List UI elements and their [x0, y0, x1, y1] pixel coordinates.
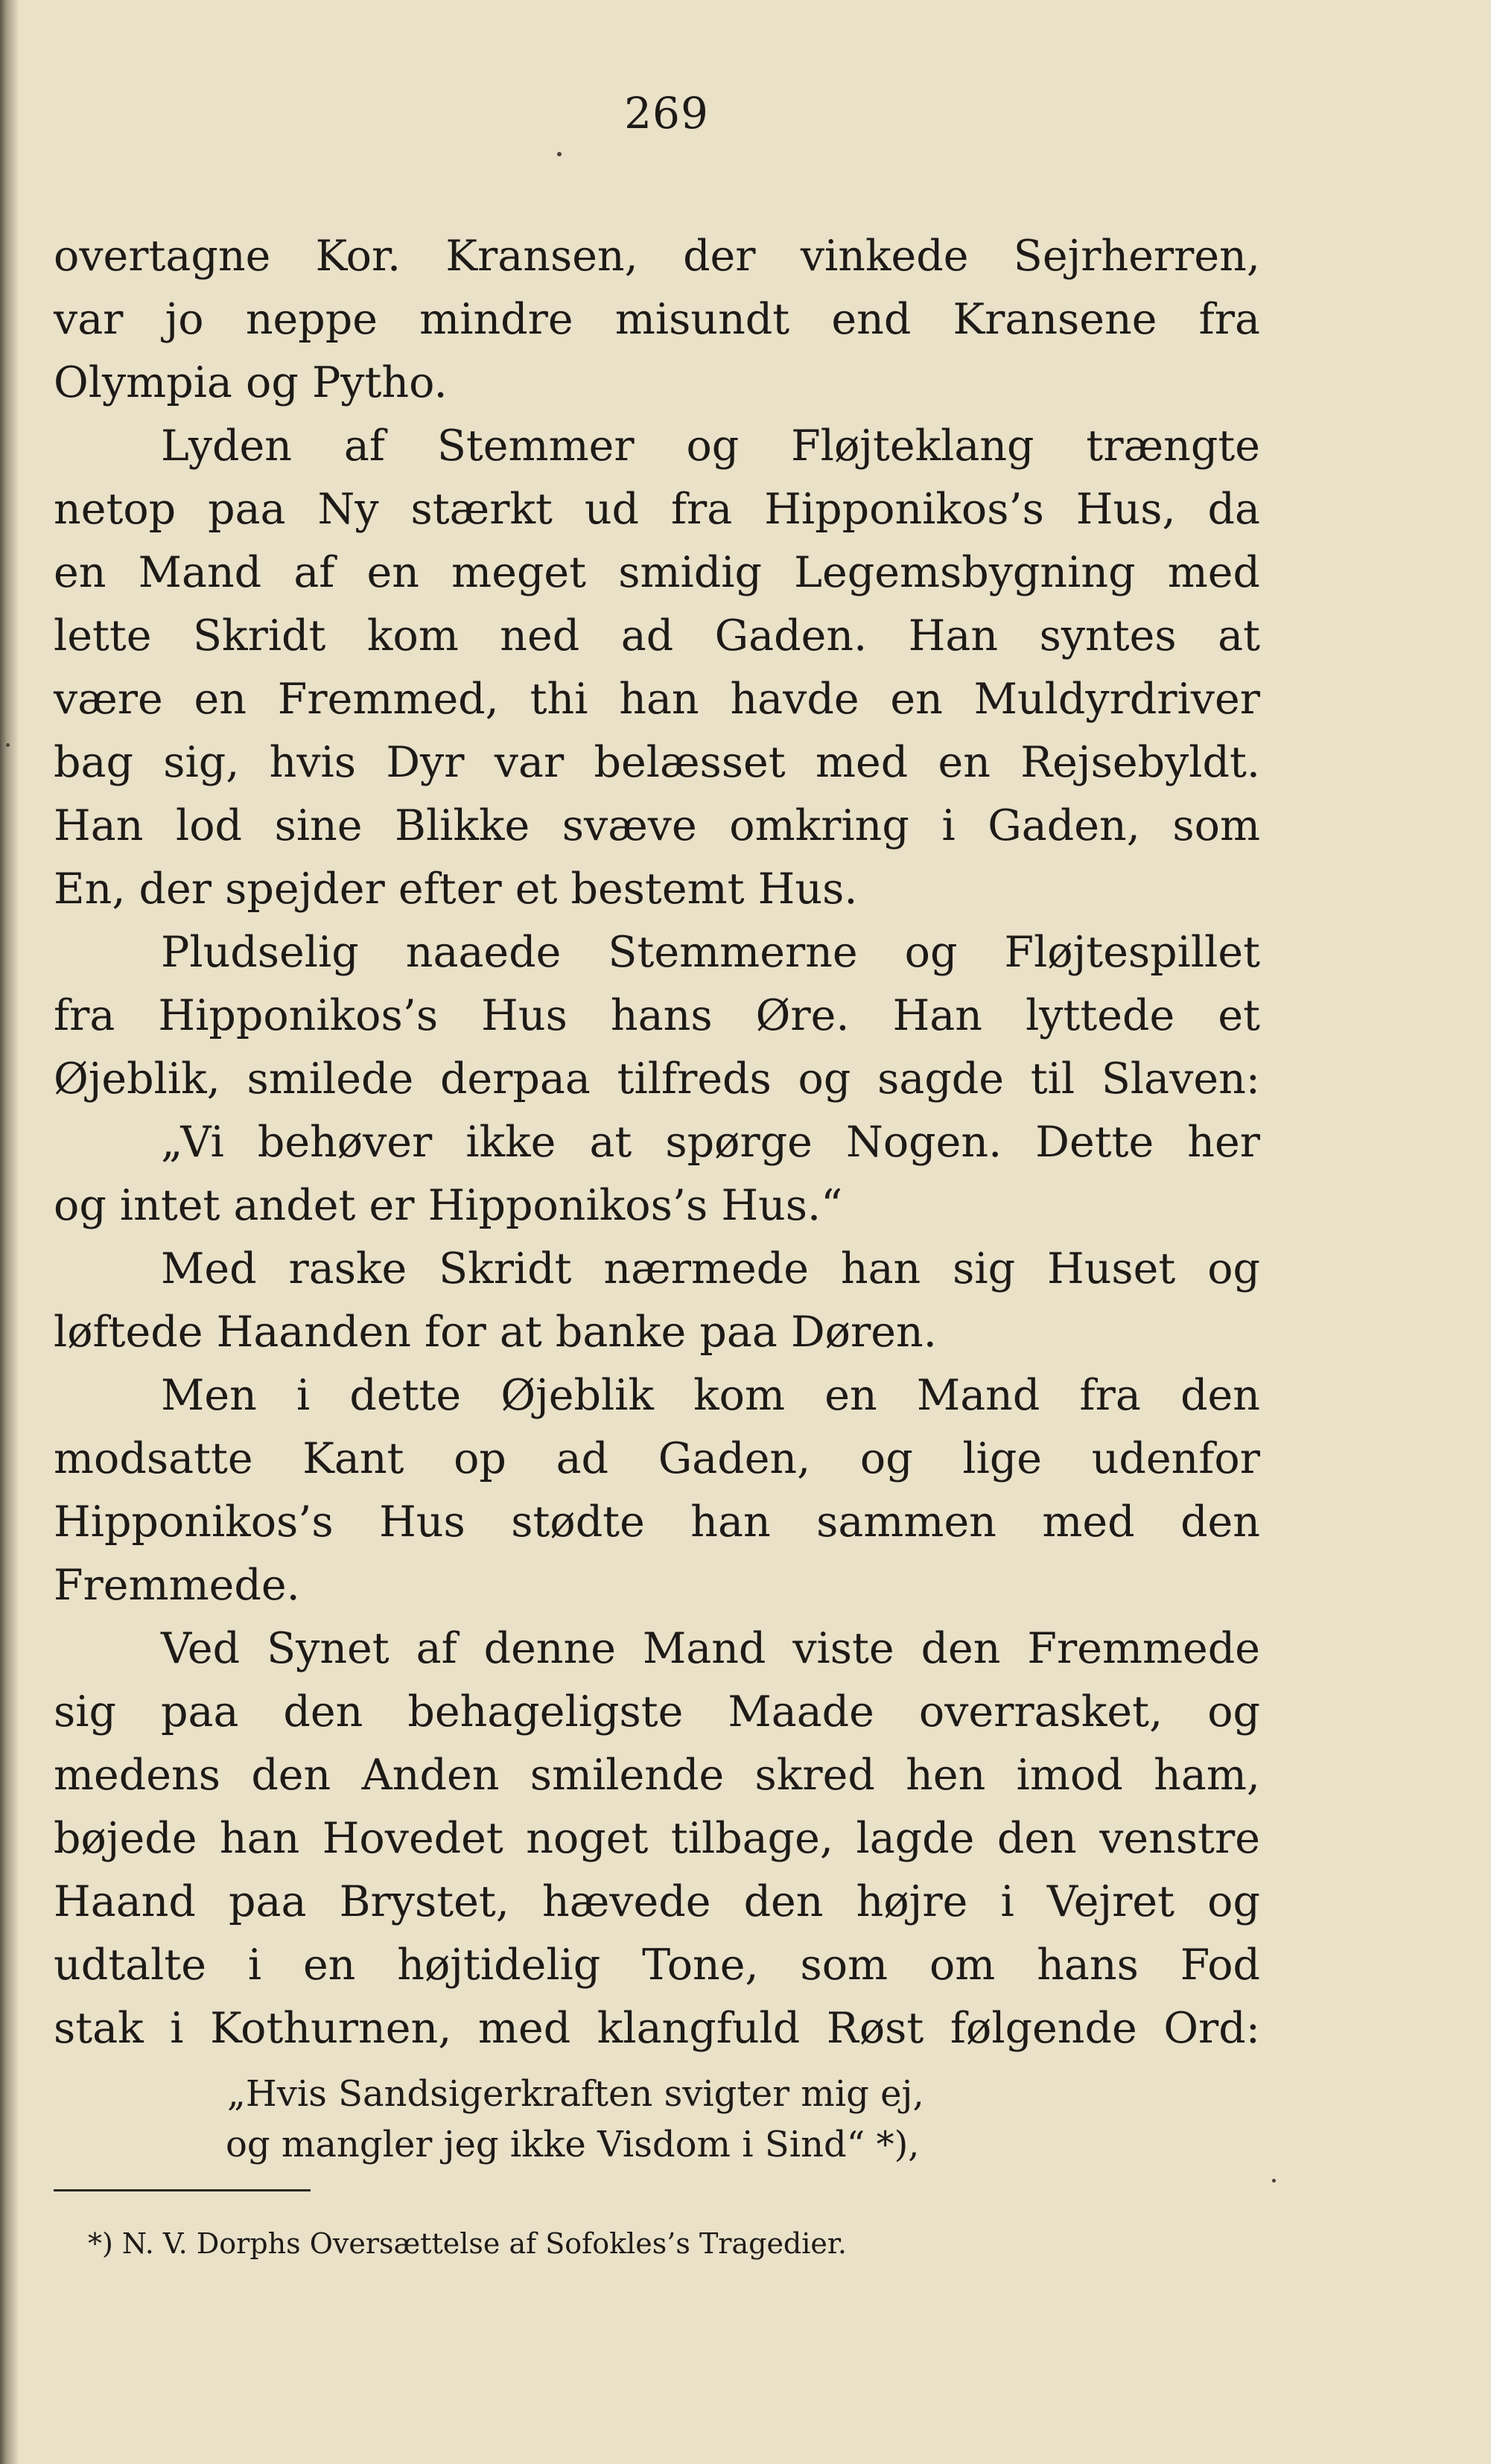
- verse-line: „Hvis Sandsigerkraften svigter mig ej,: [227, 2073, 924, 2115]
- page-gutter-shadow: [0, 0, 19, 2464]
- verse-quote: [227, 2069, 1061, 2170]
- text-line: løftede Haanden for at banke paa Døren.: [54, 1308, 937, 1357]
- footnote: *) N. V. Dorphs Oversættelse af Sofokles’s Tragedier.: [88, 2227, 847, 2260]
- body-text: [54, 225, 1260, 2060]
- text-line: overtagne Kor. Kransen, der vinkede Sejrherren,: [54, 232, 1260, 281]
- text-line: stak i Kothurnen, med klangfuld Røst følgende Ord:: [54, 2004, 1260, 2053]
- text-line: udtalte i en højtidelig Tone, som om hans Fod: [54, 1941, 1260, 1990]
- text-line: Olympia og Pytho.: [54, 358, 448, 407]
- text-line: var jo neppe mindre misundt end Kransene fra: [54, 295, 1260, 344]
- text-line: en Mand af en meget smidig Legemsbygning med: [54, 548, 1260, 597]
- text-line: bøjede han Hovedet noget tilbage, lagde den venstre: [54, 1814, 1260, 1863]
- text-line: være en Fremmed, thi han havde en Muldyrdriver: [54, 675, 1260, 724]
- text-line: Hipponikos’s Hus stødte han sammen med den: [54, 1497, 1260, 1547]
- text-line: bag sig, hvis Dyr var belæsset med en Rejsebyldt.: [54, 738, 1260, 787]
- verse-line: og mangler jeg ikke Visdom i Sind“ *),: [226, 2124, 920, 2165]
- text-line: Pludselig naaede Stemmerne og Fløjtespillet: [161, 928, 1260, 977]
- text-line: En, der spejder efter et bestemt Hus.: [54, 865, 858, 914]
- text-line: medens den Anden smilende skred hen imod ham,: [54, 1751, 1260, 1800]
- text-line: Med raske Skridt nærmede han sig Huset og: [161, 1244, 1260, 1293]
- text-line: sig paa den behageligste Maade overrasket, og: [54, 1687, 1260, 1736]
- footnote-rule: [54, 2189, 311, 2191]
- text-line: Men i dette Øjeblik kom en Mand fra den: [161, 1371, 1260, 1420]
- text-line: netop paa Ny stærkt ud fra Hipponikos’s Hus, da: [54, 485, 1260, 534]
- text-line: Han lod sine Blikke svæve omkring i Gaden, som: [54, 801, 1260, 850]
- paper-speck: [1272, 2179, 1276, 2183]
- paper-speck: [557, 152, 562, 156]
- text-line: Fremmede.: [54, 1561, 300, 1610]
- text-line: modsatte Kant op ad Gaden, og lige udenfor: [54, 1434, 1260, 1483]
- text-line: Haand paa Brystet, hævede den højre i Vejret og: [54, 1877, 1260, 1926]
- text-line: Ved Synet af denne Mand viste den Fremmede: [161, 1624, 1260, 1673]
- text-line: og intet andet er Hipponikos’s Hus.“: [54, 1181, 843, 1230]
- text-line: Øjeblik, smilede derpaa tilfreds og sagde til Slaven:: [54, 1054, 1260, 1104]
- text-line: fra Hipponikos’s Hus hans Øre. Han lyttede et: [54, 991, 1260, 1040]
- text-line: lette Skridt kom ned ad Gaden. Han syntes at: [54, 611, 1260, 660]
- text-line: „Vi behøver ikke at spørge Nogen. Dette her: [161, 1118, 1260, 1167]
- paper-speck: [6, 743, 10, 747]
- text-line: Lyden af Stemmer og Fløjteklang trængte: [161, 421, 1260, 471]
- page-number: 269: [624, 88, 709, 139]
